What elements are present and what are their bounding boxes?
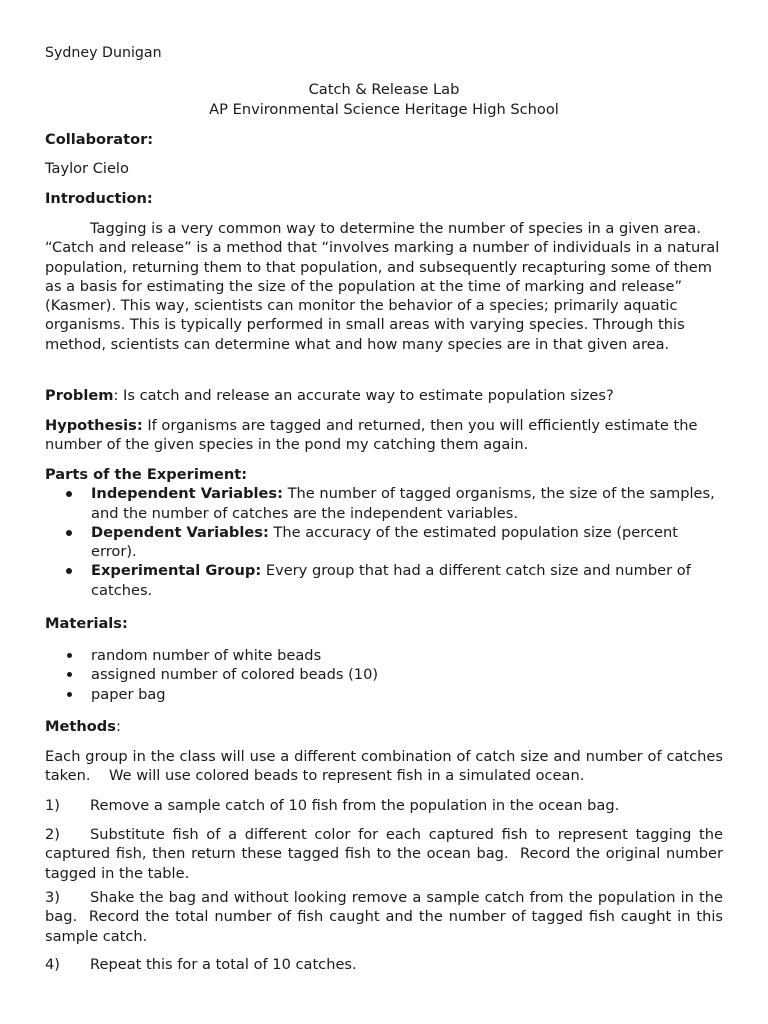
collaborator-name: Taylor Cielo	[45, 160, 129, 177]
collaborator-heading	[45, 130, 723, 149]
step-number: 3)	[45, 889, 60, 906]
introduction-heading-label: Introduction:	[45, 190, 153, 207]
parts-section	[45, 465, 723, 600]
parts-list	[45, 484, 723, 600]
method-step	[45, 955, 723, 974]
bullet-icon	[66, 530, 72, 536]
part-label: Independent Variables:	[91, 485, 283, 503]
step-text: Shake the bag and without looking remove a sample catch from the population in the bag. Record the total number of fish caught and the number of tagged fish caught in this sample catch.	[45, 889, 723, 945]
material-text: paper bag	[91, 685, 166, 703]
list-item	[45, 685, 723, 704]
author-name: Sydney Dunigan	[45, 45, 162, 61]
list-item	[45, 561, 723, 600]
problem-paragraph	[45, 386, 723, 405]
methods-label: Methods	[45, 718, 116, 735]
part-text: The accuracy of the estimated population size (percent error).	[91, 523, 678, 561]
materials-heading-label: Materials:	[45, 615, 128, 632]
part-text: The number of tagged organisms, the size of the samples, and the number of catches are the independent variables.	[91, 485, 715, 522]
part-text: Every group that had a different catch size and number of catches.	[91, 562, 691, 599]
list-item	[45, 523, 723, 562]
step-number: 4)	[45, 956, 60, 973]
problem-label: Problem	[45, 387, 114, 404]
document-title: Catch & Release Lab	[308, 81, 460, 98]
list-item	[45, 665, 723, 684]
methods-intro: Each group in the class will use a different combination of catch size and number of catches taken. We will use colored beads to represent fish in a simulated ocean.	[45, 748, 723, 785]
step-text: Substitute fish of a different color for each captured fish to represent tagging the captured fish, then return these tagged fish to the ocean bag. Record the original number tagged in the table.	[45, 826, 723, 882]
step-number: 2)	[45, 826, 60, 843]
hypothesis-text: If organisms are tagged and returned, then you will efficiently estimate the number of the given species in the pond my catching them again.	[45, 417, 698, 454]
list-item	[45, 484, 723, 523]
hypothesis-paragraph	[45, 416, 723, 455]
part-label: Dependent Variables:	[91, 523, 269, 541]
list-item	[45, 646, 723, 665]
material-text: assigned number of colored beads (10)	[91, 666, 379, 684]
part-label: Experimental Group:	[91, 562, 262, 580]
bullet-icon	[67, 672, 72, 677]
bullet-icon	[67, 653, 72, 658]
collaborator-heading-label: Collaborator:	[45, 131, 154, 148]
step-text: Repeat this for a total of 10 catches.	[90, 956, 357, 973]
bullet-icon	[66, 491, 72, 497]
step-text: Remove a sample catch of 10 fish from the population in the ocean bag.	[90, 797, 620, 814]
introduction-paragraph: Tagging is a very common way to determine the number of species in a given area. “Catch and release” is a method that “involves marking a number of individuals in a natural population, returning them to that population, and subsequently recapturing some of them as a basis for estimating the size of the population at the time of marking and release” (Kasmer). This way, scientists can monitor the behavior of a species; primarily aquatic organisms. This is typically performed in small areas with varying species. Through this method, scientists can determine what and how many species are in that given area.	[45, 220, 720, 353]
bullet-icon	[67, 692, 72, 697]
method-step	[45, 825, 723, 883]
method-step	[45, 796, 723, 815]
method-step	[45, 888, 723, 946]
document-subtitle: AP Environmental Science Heritage High School	[209, 101, 559, 119]
materials-list	[45, 646, 723, 704]
hypothesis-label: Hypothesis:	[45, 417, 143, 434]
methods-colon: :	[115, 718, 121, 735]
parts-heading: Parts of the Experiment:	[45, 466, 248, 483]
step-number: 1)	[45, 797, 60, 814]
methods-heading	[45, 717, 723, 736]
material-text: random number of white beads	[91, 647, 322, 664]
introduction-heading	[45, 189, 723, 208]
title-block	[0, 80, 768, 120]
materials-heading	[45, 614, 723, 633]
problem-text: : Is catch and release an accurate way to estimate population sizes?	[113, 387, 614, 404]
bullet-icon	[66, 568, 72, 574]
